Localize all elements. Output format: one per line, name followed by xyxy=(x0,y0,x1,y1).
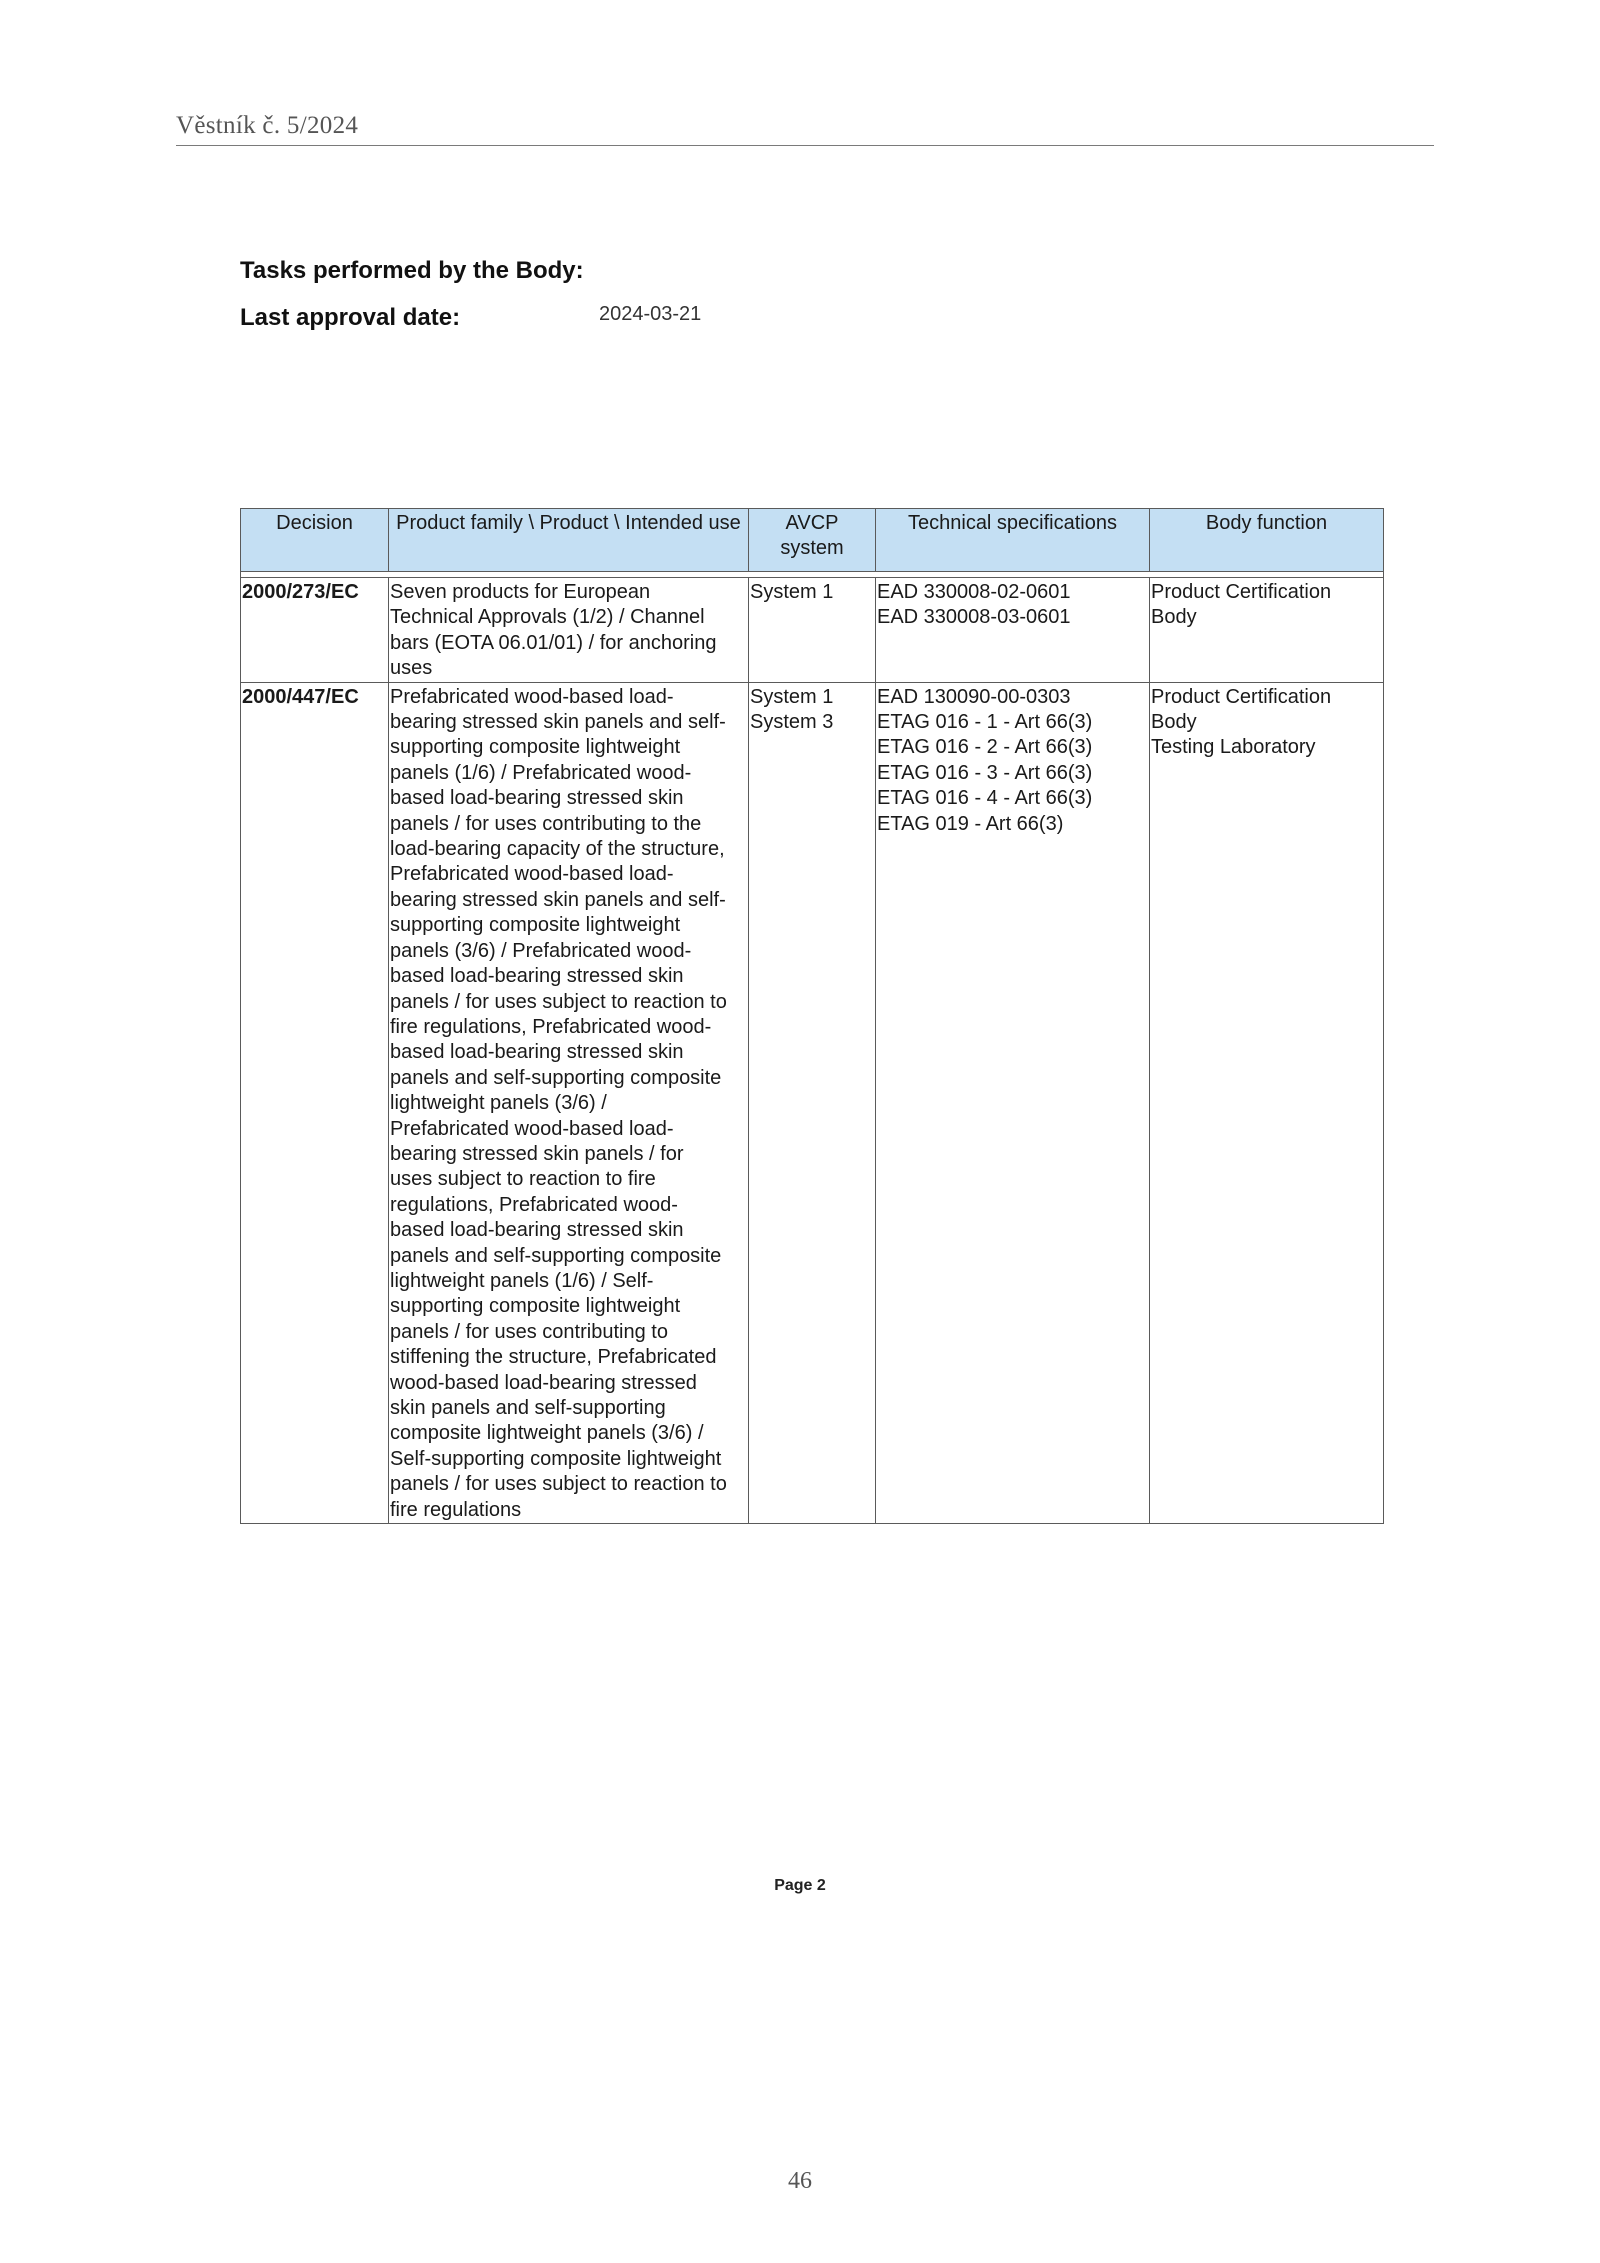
function-cell xyxy=(1150,682,1384,1523)
avcp-cell xyxy=(749,578,876,683)
avcp-value: System 1 xyxy=(750,581,834,603)
page-label: Page 2 xyxy=(774,1877,826,1894)
decisions-table xyxy=(240,508,1384,1524)
table-row xyxy=(241,578,1384,683)
decision-cell: 2000/447/EC xyxy=(241,682,389,1523)
approval-date-value: 2024-03-21 xyxy=(599,303,702,325)
function-value: Product Certification xyxy=(1151,581,1332,603)
function-value: Body xyxy=(1151,606,1197,629)
spec-value: ETAG 016 - 2 - Art 66(3) xyxy=(877,736,1093,759)
column-header-function: Body function xyxy=(1150,509,1384,572)
spec-value: ETAG 016 - 4 - Art 66(3) xyxy=(877,787,1093,810)
table-header-row xyxy=(241,509,1384,572)
column-header-avcp: AVCP system xyxy=(749,509,876,572)
spec-value: EAD 330008-02-0601 xyxy=(877,581,1071,603)
function-value: Testing Laboratory xyxy=(1151,736,1316,759)
function-cell xyxy=(1150,578,1384,683)
column-header-decision: Decision xyxy=(241,509,389,572)
spec-value: EAD 330008-03-0601 xyxy=(877,606,1071,629)
column-header-product: Product family \ Product \ Intended use xyxy=(389,509,749,572)
column-header-specs: Technical specifications xyxy=(876,509,1150,572)
approval-date-label: Last approval date: xyxy=(240,304,461,331)
page-number: 46 xyxy=(788,2168,812,2194)
function-value: Body xyxy=(1151,711,1197,734)
decision-cell: 2000/273/EC xyxy=(241,578,389,683)
avcp-value: System 1 xyxy=(750,685,834,708)
tasks-label: Tasks performed by the Body: xyxy=(240,257,584,284)
product-cell: Prefabricated wood-based load- bearing stressed skin panels and self- supporting composite lightweight panels (1/6) / Prefabricated wood- based load-bearing stressed skin panels / for uses contributing to the load-bearing capacity of the structure, Prefabricated wood-based load- bearing stressed skin panels and self- supporting composite lightweight panels (3/6) / Prefabricated wood- based load-bearing stressed skin panels / for uses subject to reaction to fire regulations, Prefabricated wood- based load-bearing stressed skin panels and self-supporting composite lightweight panels (3/6) / Prefabricated wood-based load- bearing stressed skin panels / for uses subject to reaction to fire regulations, Prefabricated wood- based load-bearing stressed skin panels and self-supporting composite lightweight panels (1/6) / Self- supporting composite lightweight panels / for uses contributing to stiffening the structure, Prefabricated wood-based load-bearing stressed skin panels and self-supporting composite lightweight panels (3/6) / Self-supporting composite lightweight panels / for uses subject to reaction to fire regulations xyxy=(389,682,749,1523)
spec-value: EAD 130090-00-0303 xyxy=(877,685,1071,708)
running-header: Věstník č. 5/2024 xyxy=(176,112,359,139)
specs-cell xyxy=(876,682,1150,1523)
avcp-value: System 3 xyxy=(750,711,834,734)
spec-value: ETAG 019 - Art 66(3) xyxy=(877,812,1064,835)
product-cell: Seven products for European Technical Approvals (1/2) / Channel bars (EOTA 06.01/01) / for anchoring uses xyxy=(389,578,749,683)
table-row xyxy=(241,682,1384,1523)
function-value: Product Certification xyxy=(1151,685,1332,708)
header-rule xyxy=(176,145,1434,146)
avcp-cell xyxy=(749,682,876,1523)
spec-value: ETAG 016 - 3 - Art 66(3) xyxy=(877,761,1093,784)
specs-cell xyxy=(876,578,1150,683)
spec-value: ETAG 016 - 1 - Art 66(3) xyxy=(877,711,1093,734)
